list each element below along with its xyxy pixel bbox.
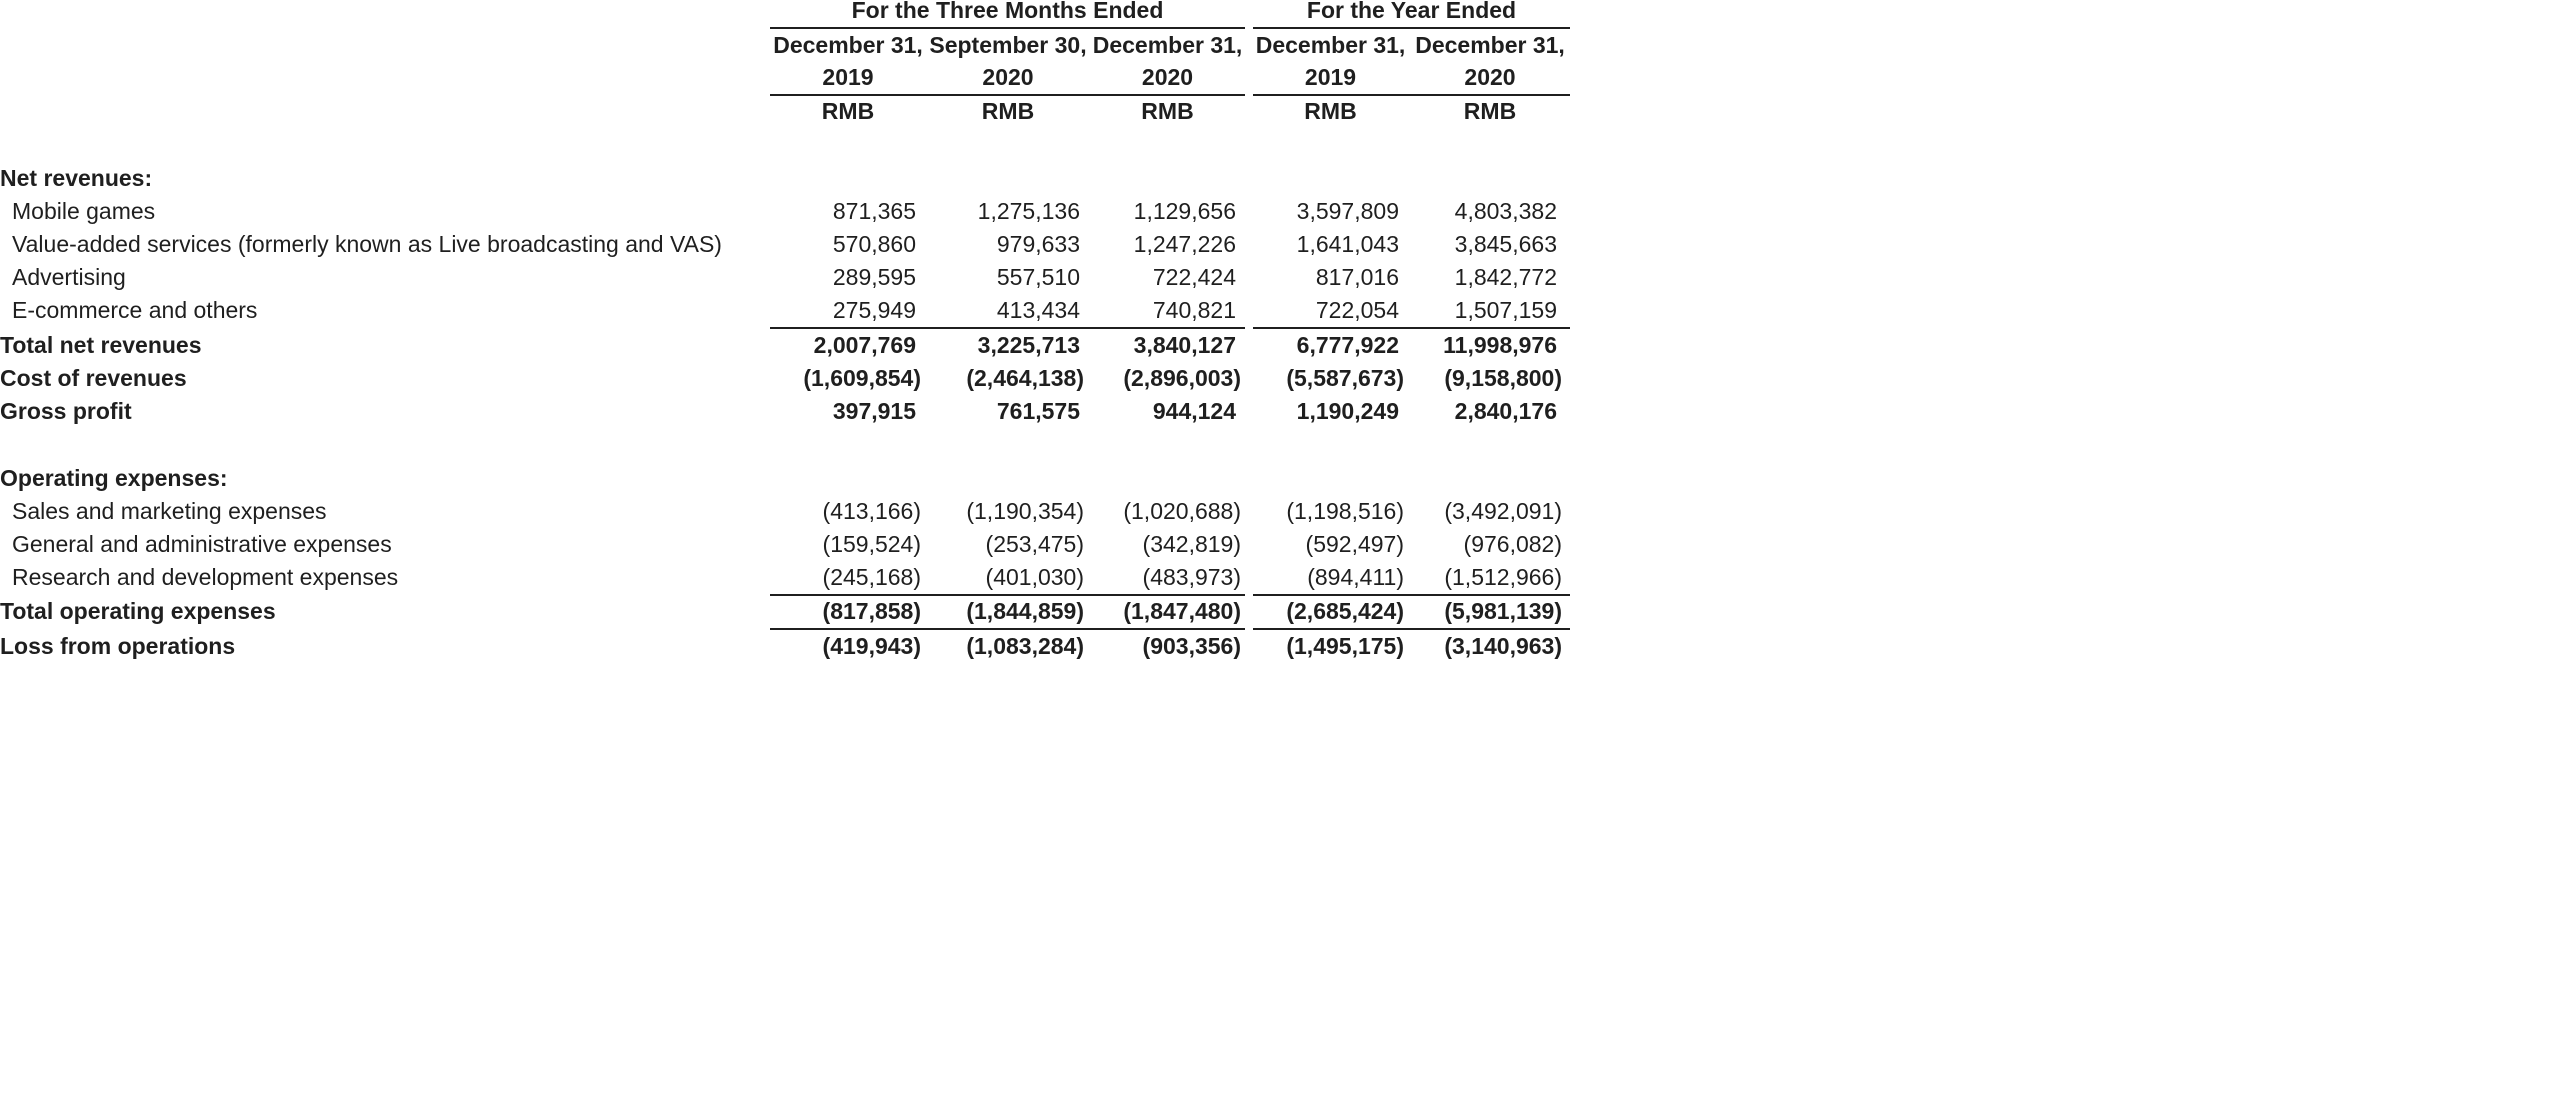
- cell-cost-of-revenues-c2: (2,464,138): [966, 365, 1084, 391]
- col-5-unit: RMB: [1463, 98, 1517, 124]
- cell-total-net-revenues-c4: 6,777,922: [1296, 332, 1399, 358]
- cell-ecommerce-c3: 740,821: [1152, 297, 1236, 323]
- row-label-research-development: Research and development expenses: [12, 564, 399, 590]
- cell-total-opex-c4: (2,685,424): [1286, 598, 1404, 624]
- cell-total-opex-c5: (5,981,139): [1444, 598, 1562, 624]
- cell-vas-c4: 1,641,043: [1296, 231, 1399, 257]
- cell-mobile-games-c5: 4,803,382: [1454, 198, 1557, 224]
- cell-mobile-games-c4: 3,597,809: [1296, 198, 1399, 224]
- subheader-rule-year: [1253, 94, 1570, 96]
- col-4-year: 2019: [1304, 64, 1357, 90]
- cell-general-admin-c4: (592,497): [1305, 531, 1404, 557]
- cell-research-development-c4: (894,411): [1307, 564, 1404, 590]
- col-2-unit: RMB: [981, 98, 1035, 124]
- row-label-total-operating-expenses: Total operating expenses: [0, 598, 276, 624]
- row-label-net-revenues: Net revenues:: [0, 165, 153, 191]
- col-3-year: 2020: [1141, 64, 1194, 90]
- col-1-date: December 31,: [773, 32, 923, 58]
- cell-loss-from-operations-c5: (3,140,963): [1444, 633, 1562, 659]
- rule-before-total-revenues-b: [1253, 327, 1570, 329]
- cell-cost-of-revenues-c5: (9,158,800): [1444, 365, 1562, 391]
- row-label-total-net-revenues: Total net revenues: [0, 332, 202, 358]
- cell-total-opex-c1: (817,858): [822, 598, 921, 624]
- cell-total-net-revenues-c2: 3,225,713: [977, 332, 1080, 358]
- row-label-cost-of-revenues: Cost of revenues: [0, 365, 187, 391]
- cell-advertising-c4: 817,016: [1315, 264, 1399, 290]
- cell-sales-marketing-c5: (3,492,091): [1444, 498, 1562, 524]
- cell-vas-c2: 979,633: [996, 231, 1080, 257]
- cell-sales-marketing-c2: (1,190,354): [966, 498, 1084, 524]
- row-label-loss-from-operations: Loss from operations: [0, 633, 236, 659]
- cell-total-opex-c3: (1,847,480): [1123, 598, 1241, 624]
- header-rule-year: [1253, 27, 1570, 29]
- header-rule-three-months: [770, 27, 1245, 29]
- cell-total-opex-c2: (1,844,859): [966, 598, 1084, 624]
- cell-advertising-c2: 557,510: [996, 264, 1080, 290]
- cell-sales-marketing-c4: (1,198,516): [1286, 498, 1404, 524]
- cell-gross-profit-c5: 2,840,176: [1454, 398, 1557, 424]
- col-4-unit: RMB: [1304, 98, 1357, 124]
- cell-loss-from-operations-c1: (419,943): [822, 633, 921, 659]
- cell-research-development-c5: (1,512,966): [1444, 564, 1562, 590]
- col-3-date: December 31,: [1092, 32, 1243, 58]
- subheader-rule-three-months: [770, 94, 1245, 96]
- header-three-months: For the Three Months Ended: [851, 0, 1164, 23]
- cell-mobile-games-c3: 1,129,656: [1133, 198, 1236, 224]
- cell-general-admin-c5: (976,082): [1463, 531, 1562, 557]
- cell-total-net-revenues-c5: 11,998,976: [1443, 332, 1557, 358]
- header-year-ended: For the Year Ended: [1306, 0, 1517, 23]
- col-4-date: December 31,: [1255, 32, 1406, 58]
- cell-ecommerce-c1: 275,949: [832, 297, 916, 323]
- col-1-unit: RMB: [821, 98, 875, 124]
- cell-gross-profit-c2: 761,575: [996, 398, 1080, 424]
- cell-ecommerce-c4: 722,054: [1315, 297, 1399, 323]
- cell-vas-c1: 570,860: [832, 231, 916, 257]
- cell-cost-of-revenues-c4: (5,587,673): [1286, 365, 1404, 391]
- col-3-unit: RMB: [1141, 98, 1194, 124]
- cell-vas-c3: 1,247,226: [1133, 231, 1236, 257]
- cell-cost-of-revenues-c3: (2,896,003): [1123, 365, 1241, 391]
- rule-before-total-revenues-a: [770, 327, 1245, 329]
- cell-mobile-games-c2: 1,275,136: [977, 198, 1080, 224]
- cell-total-net-revenues-c3: 3,840,127: [1133, 332, 1236, 358]
- row-label-operating-expenses: Operating expenses:: [0, 465, 228, 491]
- row-label-ecommerce: E-commerce and others: [12, 297, 258, 323]
- cell-loss-from-operations-c2: (1,083,284): [966, 633, 1084, 659]
- cell-gross-profit-c1: 397,915: [832, 398, 916, 424]
- col-5-year: 2020: [1464, 64, 1516, 90]
- cell-sales-marketing-c1: (413,166): [822, 498, 921, 524]
- cell-total-net-revenues-c1: 2,007,769: [813, 332, 916, 358]
- cell-sales-marketing-c3: (1,020,688): [1123, 498, 1241, 524]
- cell-research-development-c3: (483,973): [1142, 564, 1241, 590]
- row-label-general-admin: General and administrative expenses: [12, 531, 392, 557]
- cell-loss-from-operations-c4: (1,495,175): [1286, 633, 1404, 659]
- cell-cost-of-revenues-c1: (1,609,854): [803, 365, 921, 391]
- cell-advertising-c3: 722,424: [1152, 264, 1236, 290]
- cell-advertising-c5: 1,842,772: [1454, 264, 1557, 290]
- cell-gross-profit-c3: 944,124: [1152, 398, 1236, 424]
- row-label-mobile-games: Mobile games: [12, 198, 156, 224]
- cell-advertising-c1: 289,595: [832, 264, 916, 290]
- cell-research-development-c2: (401,030): [985, 564, 1084, 590]
- rule-before-loss-a: [770, 628, 1245, 630]
- rule-before-loss-b: [1253, 628, 1570, 630]
- cell-research-development-c1: (245,168): [822, 564, 921, 590]
- cell-gross-profit-c4: 1,190,249: [1296, 398, 1399, 424]
- cell-vas-c5: 3,845,663: [1454, 231, 1557, 257]
- cell-loss-from-operations-c3: (903,356): [1142, 633, 1241, 659]
- cell-ecommerce-c2: 413,434: [996, 297, 1080, 323]
- col-1-year: 2019: [822, 64, 874, 90]
- row-label-value-added-services: Value-added services (formerly known as Live broadcasting and VAS): [12, 231, 722, 257]
- cell-general-admin-c2: (253,475): [985, 531, 1084, 557]
- row-label-sales-marketing: Sales and marketing expenses: [12, 498, 327, 524]
- row-label-advertising: Advertising: [12, 264, 126, 290]
- col-2-year: 2020: [982, 64, 1034, 90]
- cell-general-admin-c1: (159,524): [822, 531, 921, 557]
- cell-ecommerce-c5: 1,507,159: [1454, 297, 1557, 323]
- cell-general-admin-c3: (342,819): [1142, 531, 1241, 557]
- row-label-gross-profit: Gross profit: [0, 398, 132, 424]
- cell-mobile-games-c1: 871,365: [832, 198, 916, 224]
- col-5-date: December 31,: [1415, 32, 1565, 58]
- col-2-date: September 30,: [929, 32, 1087, 58]
